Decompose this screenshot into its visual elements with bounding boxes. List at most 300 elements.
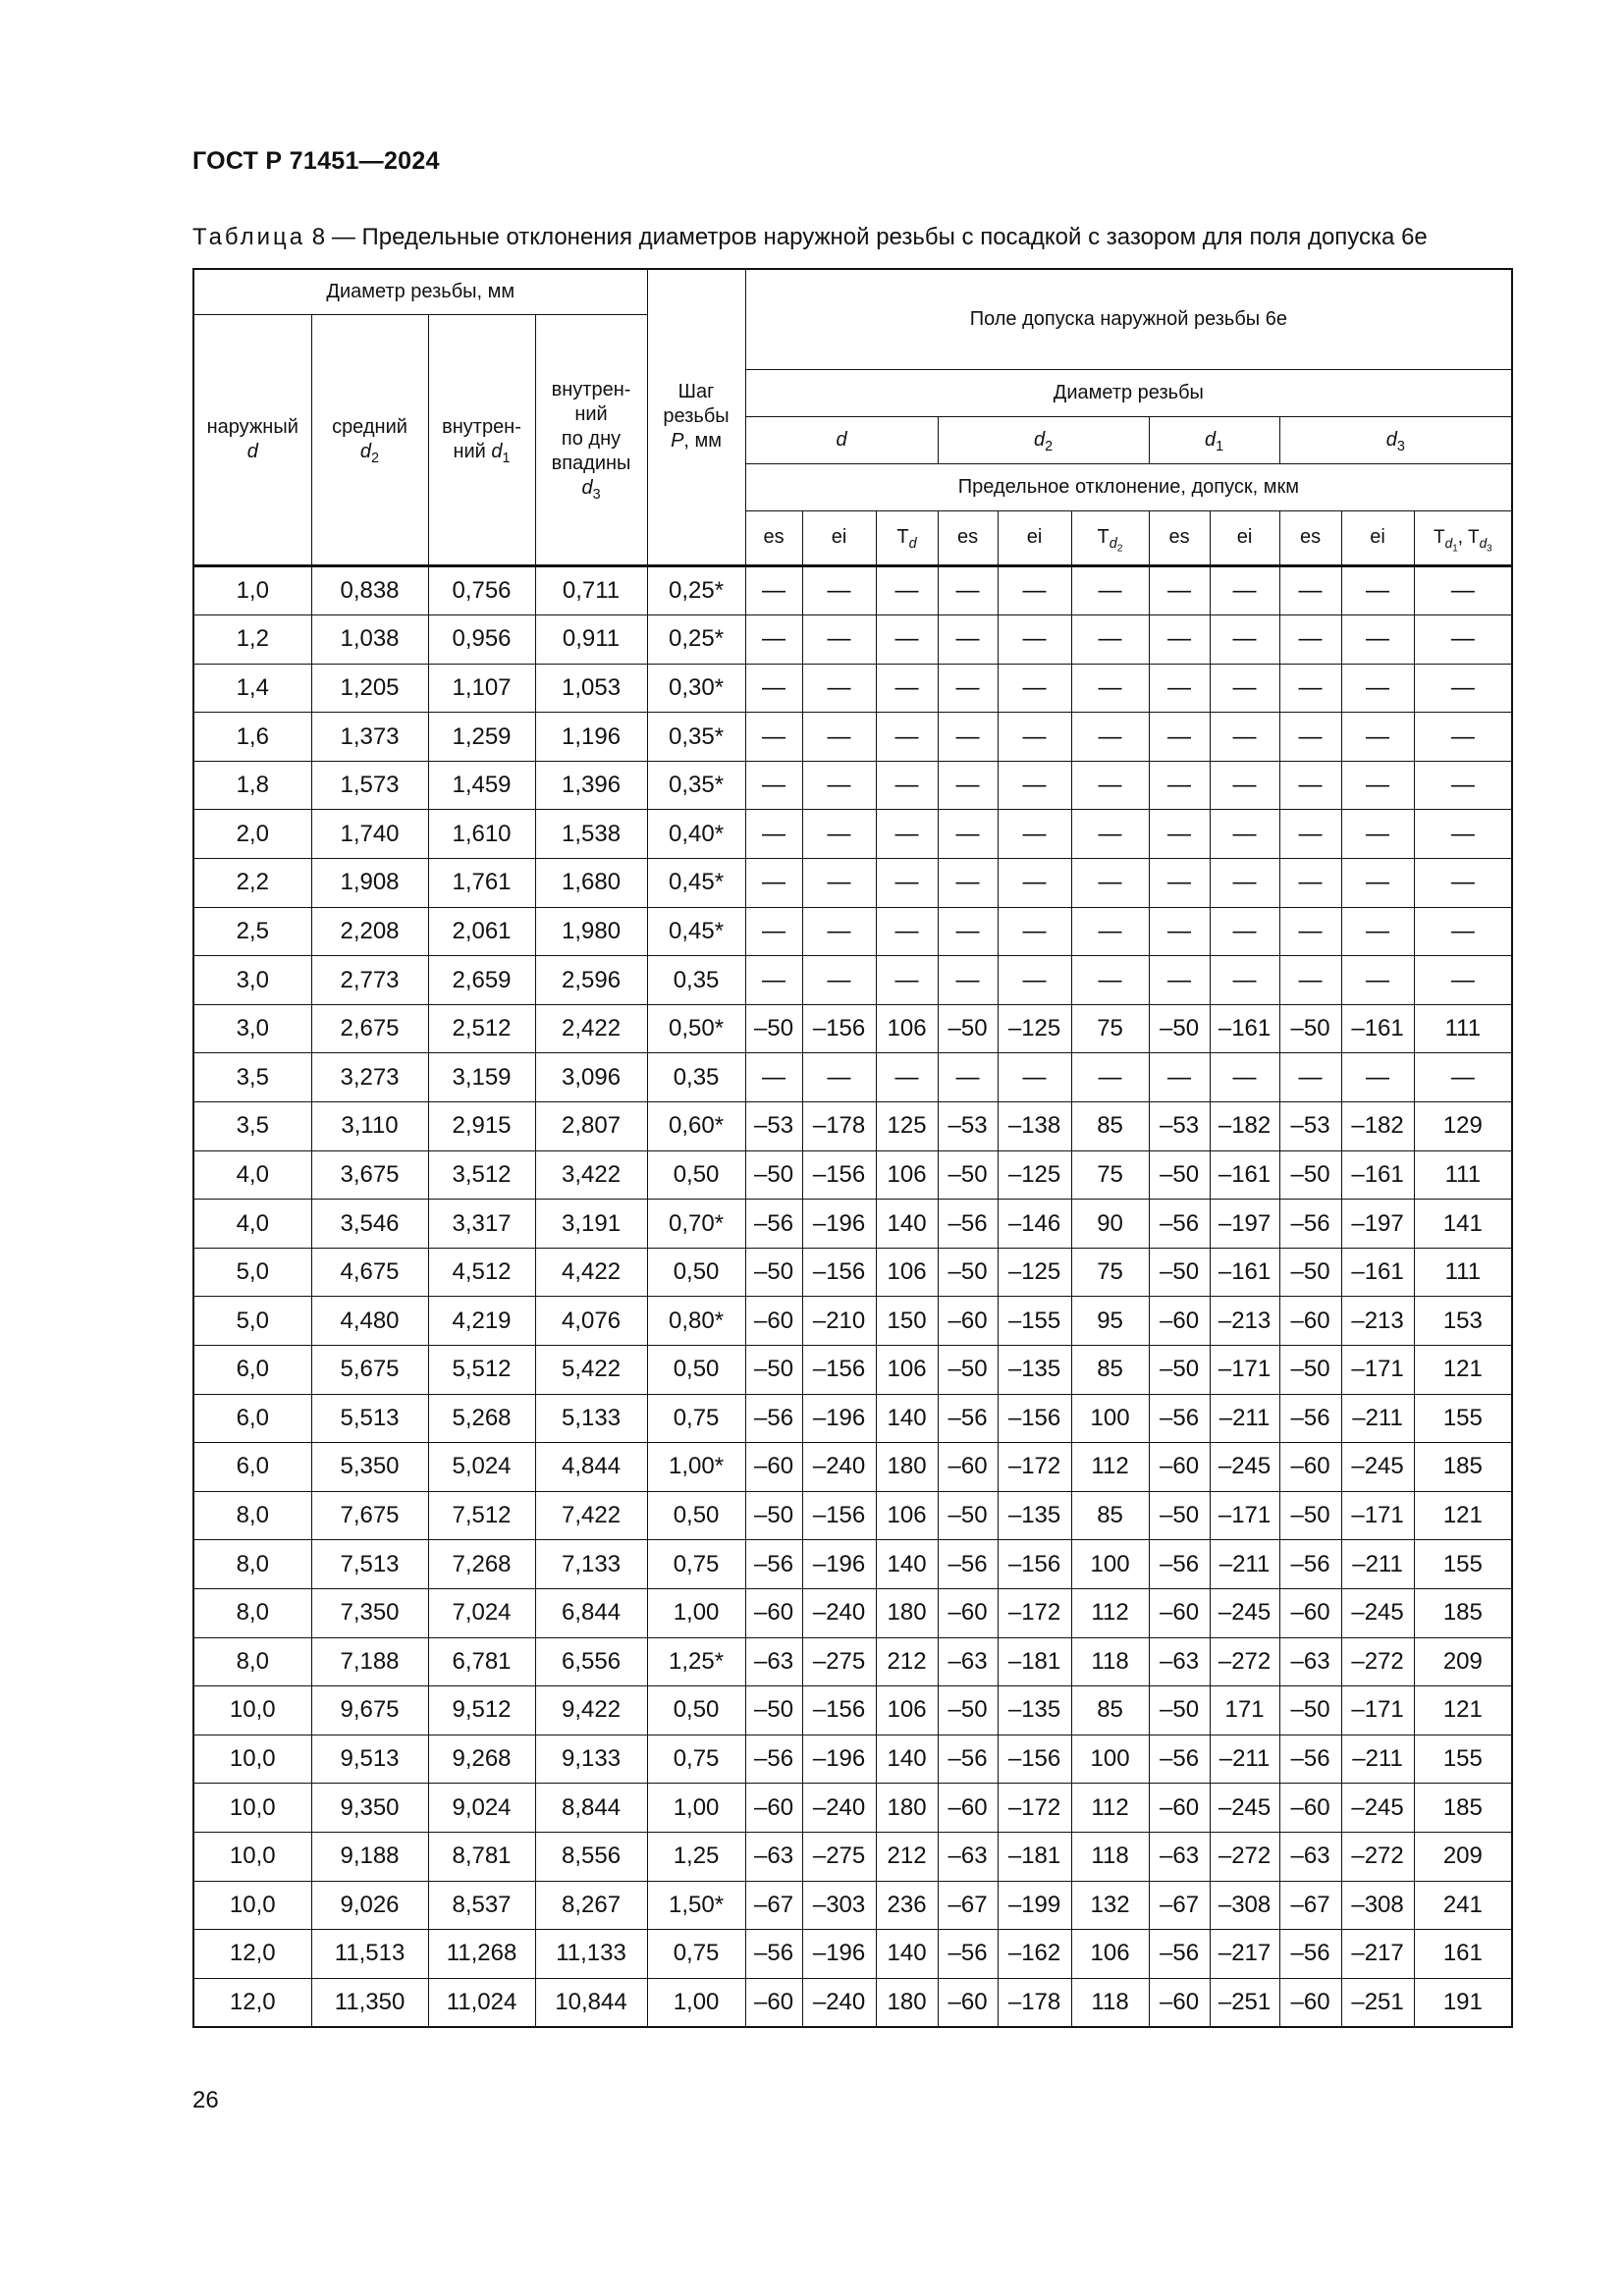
table-cell: 2,208 — [311, 907, 428, 956]
table-cell: 9,350 — [311, 1784, 428, 1833]
table-cell: 3,110 — [311, 1102, 428, 1151]
table-cell: 185 — [1414, 1588, 1512, 1637]
table-cell: 0,50 — [647, 1346, 745, 1395]
table-cell: –50 — [1279, 1686, 1341, 1735]
table-row — [193, 956, 1512, 1005]
table-cell: –50 — [1279, 1004, 1341, 1053]
table-cell: — — [876, 713, 938, 762]
table-cell: –135 — [998, 1491, 1071, 1540]
table-cell: — — [745, 907, 802, 956]
table-cell: 185 — [1414, 1784, 1512, 1833]
table-cell: –210 — [802, 1297, 876, 1346]
table-cell: –125 — [998, 1004, 1071, 1053]
table-cell: 3,0 — [193, 1004, 311, 1053]
table-cell: 106 — [876, 1248, 938, 1297]
table-cell: –156 — [998, 1540, 1071, 1589]
header-td3-sub: 3 — [1487, 543, 1492, 555]
header-d1-group — [1149, 416, 1279, 463]
table-cell: — — [1210, 907, 1279, 956]
header-d-es: es — [745, 510, 802, 565]
table-cell: –50 — [745, 1346, 802, 1395]
table-cell: 2,0 — [193, 810, 311, 859]
table-cell: — — [938, 859, 998, 908]
header-d-var: d — [836, 428, 847, 451]
table-cell: 111 — [1414, 1248, 1512, 1297]
table-cell: — — [745, 859, 802, 908]
table-cell: 1,25* — [647, 1637, 745, 1686]
table-cell: –251 — [1341, 1978, 1414, 2027]
header-inner-sub: 1 — [502, 450, 511, 466]
table-cell: 180 — [876, 1784, 938, 1833]
table-cell: –50 — [938, 1491, 998, 1540]
table-cell: 7,188 — [311, 1637, 428, 1686]
table-cell: 0,45* — [647, 907, 745, 956]
table-row — [193, 1150, 1512, 1200]
table-row — [193, 615, 1512, 665]
table-cell: 2,596 — [535, 956, 647, 1005]
table-cell: 4,422 — [535, 1248, 647, 1297]
table-cell: 4,0 — [193, 1200, 311, 1249]
table-cell: 150 — [876, 1297, 938, 1346]
header-mean-diameter — [311, 314, 428, 565]
table-cell: — — [1279, 810, 1341, 859]
table-cell: –245 — [1210, 1588, 1279, 1637]
table-row — [193, 761, 1512, 810]
table-cell: –67 — [938, 1881, 998, 1930]
table-cell: — — [1149, 761, 1210, 810]
table-cell: — — [876, 859, 938, 908]
table-row — [193, 1588, 1512, 1637]
header-td1-sub: 1 — [1452, 543, 1458, 555]
table-cell: –196 — [802, 1930, 876, 1979]
table-cell: — — [876, 761, 938, 810]
table-cell: –178 — [998, 1978, 1071, 2027]
header-thread-diameter-group: Диаметр резьбы, мм — [193, 269, 647, 314]
table-cell: — — [1279, 956, 1341, 1005]
header-d3-es: es — [1279, 510, 1341, 565]
table-cell: 75 — [1071, 1150, 1149, 1200]
table-cell: 1,459 — [428, 761, 535, 810]
table-cell: — — [1341, 907, 1414, 956]
table-cell: 9,024 — [428, 1784, 535, 1833]
table-cell: 0,35 — [647, 956, 745, 1005]
table-cell: 75 — [1071, 1248, 1149, 1297]
table-cell: 2,061 — [428, 907, 535, 956]
table-cell: –63 — [745, 1832, 802, 1881]
table-cell: — — [802, 1053, 876, 1102]
table-cell: — — [998, 713, 1071, 762]
table-row — [193, 859, 1512, 908]
table-cell: — — [1341, 565, 1414, 615]
table-cell: 1,00* — [647, 1443, 745, 1492]
table-cell: –161 — [1341, 1248, 1414, 1297]
table-cell: — — [1071, 664, 1149, 713]
table-cell: –162 — [998, 1930, 1071, 1979]
table-cell: — — [745, 615, 802, 665]
table-row — [193, 1346, 1512, 1395]
table-cell: 9,026 — [311, 1881, 428, 1930]
table-row — [193, 1200, 1512, 1249]
table-cell: 8,844 — [535, 1784, 647, 1833]
table-cell: 121 — [1414, 1686, 1512, 1735]
table-cell: — — [1071, 615, 1149, 665]
header-td1-td3 — [1414, 510, 1512, 565]
table-cell: 153 — [1414, 1297, 1512, 1346]
table-cell: –156 — [802, 1491, 876, 1540]
table-row — [193, 1102, 1512, 1151]
header-td-letter: T — [896, 526, 909, 548]
table-cell: 7,024 — [428, 1588, 535, 1637]
table-cell: –161 — [1210, 1150, 1279, 1200]
table-cell: –63 — [1149, 1637, 1210, 1686]
table-caption — [192, 224, 1428, 251]
table-cell: — — [998, 859, 1071, 908]
table-cell: 8,267 — [535, 1881, 647, 1930]
header-td3-letter: T — [1467, 527, 1480, 548]
table-cell: 1,0 — [193, 565, 311, 615]
table-row — [193, 1784, 1512, 1833]
table-cell: –56 — [1149, 1735, 1210, 1784]
table-cell: 11,024 — [428, 1978, 535, 2027]
header-inner-text: внутрен- ний — [442, 415, 521, 462]
table-cell: 161 — [1414, 1930, 1512, 1979]
header-outer-diameter — [193, 314, 311, 565]
table-cell: –135 — [998, 1346, 1071, 1395]
page-number: 26 — [192, 2087, 219, 2113]
table-cell: — — [1341, 713, 1414, 762]
table-row — [193, 1004, 1512, 1053]
table-cell: — — [1149, 565, 1210, 615]
table-cell: –53 — [1279, 1102, 1341, 1151]
table-cell: 0,50 — [647, 1248, 745, 1297]
table-cell: 5,422 — [535, 1346, 647, 1395]
table-cell: — — [1071, 810, 1149, 859]
table-cell: 85 — [1071, 1491, 1149, 1540]
table-cell: — — [1414, 907, 1512, 956]
table-cell: 7,513 — [311, 1540, 428, 1589]
table-cell: 8,0 — [193, 1540, 311, 1589]
table-cell: –60 — [1279, 1978, 1341, 2027]
table-cell: — — [1210, 1053, 1279, 1102]
table-cell: — — [802, 810, 876, 859]
table-cell: — — [938, 956, 998, 1005]
table-row — [193, 1637, 1512, 1686]
table-cell: –125 — [998, 1150, 1071, 1200]
table-cell: 5,675 — [311, 1346, 428, 1395]
table-cell: 5,350 — [311, 1443, 428, 1492]
header-td2-sub: 2 — [1116, 543, 1123, 555]
table-cell: — — [1071, 956, 1149, 1005]
table-cell: 6,0 — [193, 1346, 311, 1395]
table-cell: –245 — [1341, 1784, 1414, 1833]
table-cell: –60 — [938, 1784, 998, 1833]
table-cell: –272 — [1210, 1832, 1279, 1881]
table-cell: — — [1210, 615, 1279, 665]
table-cell: 5,0 — [193, 1248, 311, 1297]
table-cell: — — [802, 859, 876, 908]
table-cell: 3,5 — [193, 1102, 311, 1151]
table-cell: –63 — [1149, 1832, 1210, 1881]
table-cell: 2,512 — [428, 1004, 535, 1053]
table-cell: 4,0 — [193, 1150, 311, 1200]
table-cell: — — [998, 907, 1071, 956]
table-cell: 8,537 — [428, 1881, 535, 1930]
table-cell: 180 — [876, 1588, 938, 1637]
table-cell: 212 — [876, 1637, 938, 1686]
header-td3-var: d — [1479, 535, 1488, 551]
table-cell: –53 — [938, 1102, 998, 1151]
header-d3-var: d — [1385, 428, 1397, 451]
table-cell: 85 — [1071, 1102, 1149, 1151]
table-cell: 0,35 — [647, 1053, 745, 1102]
table-cell: — — [998, 761, 1071, 810]
table-cell: 0,35* — [647, 713, 745, 762]
table-cell: 106 — [1071, 1930, 1149, 1979]
table-cell: 125 — [876, 1102, 938, 1151]
table-cell: –67 — [1149, 1881, 1210, 1930]
table-cell: 129 — [1414, 1102, 1512, 1151]
table-cell: 0,838 — [311, 565, 428, 615]
table-cell: –60 — [938, 1978, 998, 2027]
table-cell: 1,6 — [193, 713, 311, 762]
table-cell: 1,00 — [647, 1588, 745, 1637]
table-cell: 3,5 — [193, 1053, 311, 1102]
header-pitch — [647, 269, 745, 565]
table-cell: 121 — [1414, 1491, 1512, 1540]
header-d2-var: d — [1033, 428, 1046, 451]
table-cell: 155 — [1414, 1735, 1512, 1784]
table-cell: 140 — [876, 1394, 938, 1443]
header-d-ei: ei — [802, 510, 876, 565]
table-cell: –211 — [1210, 1735, 1279, 1784]
table-cell: — — [1279, 713, 1341, 762]
table-cell: 11,513 — [311, 1930, 428, 1979]
table-cell: –196 — [802, 1200, 876, 1249]
table-cell: — — [1414, 956, 1512, 1005]
table-cell: –60 — [745, 1978, 802, 2027]
table-cell: — — [745, 761, 802, 810]
table-cell: 8,0 — [193, 1491, 311, 1540]
table-cell: –60 — [1279, 1588, 1341, 1637]
table-cell: 132 — [1071, 1881, 1149, 1930]
table-cell: 1,00 — [647, 1784, 745, 1833]
table-cell: –67 — [745, 1881, 802, 1930]
table-cell: 0,80* — [647, 1297, 745, 1346]
table-cell: 0,45* — [647, 859, 745, 908]
table-cell: –50 — [745, 1248, 802, 1297]
table-cell: –56 — [1149, 1930, 1210, 1979]
table-cell: — — [1210, 664, 1279, 713]
table-cell: –56 — [938, 1930, 998, 1979]
table-cell: –172 — [998, 1443, 1071, 1492]
table-cell: –240 — [802, 1784, 876, 1833]
header-outer-text: наружный — [206, 415, 298, 438]
table-cell: — — [745, 810, 802, 859]
table-cell: 9,268 — [428, 1735, 535, 1784]
table-cell: 10,0 — [193, 1832, 311, 1881]
table-cell: 0,50 — [647, 1150, 745, 1200]
table-cell: –56 — [1279, 1735, 1341, 1784]
header-mean-text: средний — [332, 415, 407, 438]
header-td2-letter: T — [1097, 526, 1110, 548]
table-cell: — — [745, 713, 802, 762]
table-cell: — — [745, 1053, 802, 1102]
table-cell: –63 — [1279, 1637, 1341, 1686]
table-cell: 0,711 — [535, 565, 647, 615]
table-cell: –172 — [998, 1588, 1071, 1637]
table-cell: 2,5 — [193, 907, 311, 956]
table-row — [193, 1248, 1512, 1297]
table-cell: 3,0 — [193, 956, 311, 1005]
table-cell: –245 — [1210, 1784, 1279, 1833]
table-cell: 12,0 — [193, 1930, 311, 1979]
table-cell: — — [1071, 907, 1149, 956]
table-cell: 140 — [876, 1540, 938, 1589]
table-cell: –50 — [745, 1004, 802, 1053]
table-row — [193, 1053, 1512, 1102]
header-d2-group — [938, 416, 1149, 463]
header-d3-sub: 3 — [1396, 438, 1405, 454]
table-cell: 100 — [1071, 1735, 1149, 1784]
table-cell: — — [1341, 810, 1414, 859]
table-cell: 7,675 — [311, 1491, 428, 1540]
table-cell: — — [1071, 565, 1149, 615]
table-cell: 106 — [876, 1004, 938, 1053]
table-cell: 4,675 — [311, 1248, 428, 1297]
table-row — [193, 1394, 1512, 1443]
table-row — [193, 810, 1512, 859]
table-row — [193, 1930, 1512, 1979]
table-cell: — — [1210, 713, 1279, 762]
table-cell: 236 — [876, 1881, 938, 1930]
table-cell: –50 — [1149, 1491, 1210, 1540]
table-cell: — — [1279, 1053, 1341, 1102]
table-cell: 100 — [1071, 1540, 1149, 1589]
table-cell: 1,4 — [193, 664, 311, 713]
table-cell: — — [1279, 859, 1341, 908]
table-cell: 1,980 — [535, 907, 647, 956]
table-cell: –217 — [1341, 1930, 1414, 1979]
table-cell: 3,512 — [428, 1150, 535, 1200]
table-cell: –275 — [802, 1832, 876, 1881]
table-cell: 1,740 — [311, 810, 428, 859]
table-cell: –211 — [1341, 1540, 1414, 1589]
table-cell: 2,422 — [535, 1004, 647, 1053]
table-cell: 8,0 — [193, 1588, 311, 1637]
header-mean-var: d — [359, 440, 372, 462]
table-cell: 100 — [1071, 1394, 1149, 1443]
table-cell: 0,75 — [647, 1735, 745, 1784]
table-cell: 5,512 — [428, 1346, 535, 1395]
table-header — [193, 269, 1512, 565]
table-row — [193, 1686, 1512, 1735]
header-pitch-suffix: , мм — [683, 430, 723, 453]
table-cell: –308 — [1210, 1881, 1279, 1930]
table-cell: 11,350 — [311, 1978, 428, 2027]
table-cell: –196 — [802, 1540, 876, 1589]
table-cell: 140 — [876, 1930, 938, 1979]
table-cell: 141 — [1414, 1200, 1512, 1249]
table-cell: –156 — [802, 1248, 876, 1297]
table-cell: –56 — [938, 1540, 998, 1589]
table-cell: 7,512 — [428, 1491, 535, 1540]
header-pitch-var: P — [671, 430, 684, 453]
header-deviation: Предельное отклонение, допуск, мкм — [745, 463, 1512, 510]
table-cell: –156 — [802, 1686, 876, 1735]
table-cell: 112 — [1071, 1784, 1149, 1833]
table-cell: 0,756 — [428, 565, 535, 615]
table-cell: — — [1149, 1053, 1210, 1102]
table-cell: –56 — [1149, 1540, 1210, 1589]
table-cell: 6,781 — [428, 1637, 535, 1686]
table-cell: 1,00 — [647, 1978, 745, 2027]
document-header: ГОСТ Р 71451—2024 — [192, 147, 440, 175]
table-cell: 140 — [876, 1200, 938, 1249]
table-cell: –56 — [745, 1394, 802, 1443]
table-cell: 0,911 — [535, 615, 647, 665]
table-row — [193, 1297, 1512, 1346]
table-cell: — — [1071, 1053, 1149, 1102]
table-cell: –161 — [1210, 1248, 1279, 1297]
table-cell: 0,35* — [647, 761, 745, 810]
table-cell: 8,781 — [428, 1832, 535, 1881]
table-cell: — — [1071, 859, 1149, 908]
table-cell: — — [1210, 859, 1279, 908]
table-caption-label: Таблица — [192, 224, 306, 250]
table-cell: — — [1149, 615, 1210, 665]
table-cell: 12,0 — [193, 1978, 311, 2027]
table-cell: — — [938, 1053, 998, 1102]
table-cell: –171 — [1210, 1491, 1279, 1540]
table-cell: 118 — [1071, 1637, 1149, 1686]
table-cell: 118 — [1071, 1978, 1149, 2027]
table-cell: 0,75 — [647, 1930, 745, 1979]
table-cell: –50 — [938, 1346, 998, 1395]
table-cell: –50 — [745, 1686, 802, 1735]
table-cell: –63 — [938, 1637, 998, 1686]
table-cell: –245 — [1341, 1588, 1414, 1637]
table-cell: –125 — [998, 1248, 1071, 1297]
header-td1-var: d — [1444, 535, 1453, 551]
table-cell: 6,0 — [193, 1394, 311, 1443]
table-cell: 7,350 — [311, 1588, 428, 1637]
table-cell: — — [1279, 615, 1341, 665]
table-cell: 4,076 — [535, 1297, 647, 1346]
header-tolerance-field: Поле допуска наружной резьбы 6е — [745, 269, 1512, 369]
table-cell: — — [802, 956, 876, 1005]
table-cell: 2,2 — [193, 859, 311, 908]
table-cell: –211 — [1210, 1394, 1279, 1443]
table-cell: — — [802, 615, 876, 665]
header-d2-es: es — [938, 510, 998, 565]
table-cell: 3,422 — [535, 1150, 647, 1200]
table-cell: –53 — [745, 1102, 802, 1151]
table-cell: 121 — [1414, 1346, 1512, 1395]
table-cell: –156 — [802, 1004, 876, 1053]
table-cell: — — [802, 713, 876, 762]
table-cell: –60 — [745, 1588, 802, 1637]
table-cell: –156 — [802, 1346, 876, 1395]
table-cell: 112 — [1071, 1588, 1149, 1637]
table-cell: — — [1279, 565, 1341, 615]
table-cell: –50 — [938, 1686, 998, 1735]
table-cell: — — [1071, 713, 1149, 762]
header-pitch-text: Шаг резьбы — [663, 381, 730, 428]
table-cell: — — [998, 565, 1071, 615]
header-td2-var: d — [1109, 536, 1117, 553]
table-cell: 1,053 — [535, 664, 647, 713]
table-cell: — — [1279, 907, 1341, 956]
